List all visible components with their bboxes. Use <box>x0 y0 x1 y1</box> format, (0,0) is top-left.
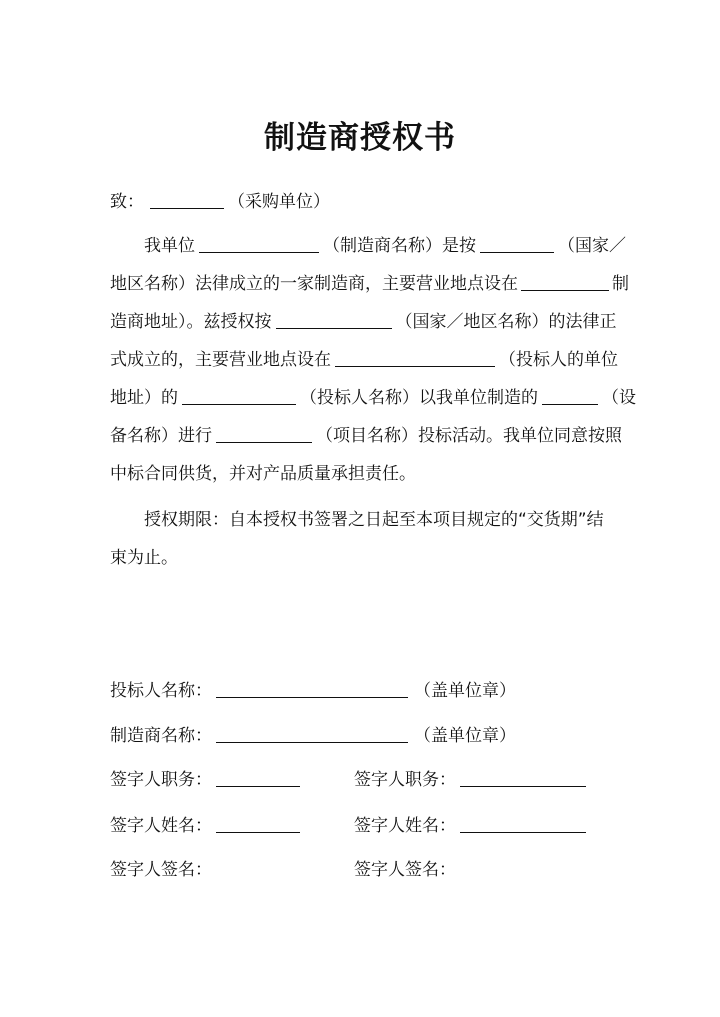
signer-name-label: 签字人姓名： <box>354 816 456 836</box>
signer-position-field-left[interactable] <box>216 768 300 787</box>
signer-name-left <box>110 812 300 840</box>
project-name-blank[interactable] <box>216 424 312 443</box>
bidder-stamp-note: （盖单位章） <box>414 681 516 701</box>
bidder-country-blank[interactable] <box>276 310 392 329</box>
period-line-2 <box>110 539 620 577</box>
to-line <box>110 183 620 221</box>
signer-signature-right <box>354 856 456 884</box>
body-line-7 <box>110 455 620 493</box>
body-text: 式成立的，主要营业地点设在 <box>110 350 331 370</box>
body-text: 地址）的 <box>110 388 178 408</box>
body-line-1 <box>110 227 626 265</box>
body-text: （设 <box>602 388 636 408</box>
signer-signature-left <box>110 856 212 884</box>
body-line-6 <box>110 417 620 455</box>
bidder-name-label: 投标人名称： <box>110 681 212 701</box>
bidder-name-field[interactable] <box>216 679 408 698</box>
manufacturer-stamp-note: （盖单位章） <box>414 726 516 746</box>
country-blank[interactable] <box>480 234 554 253</box>
body-text: （项目名称）投标活动。我单位同意按照 <box>316 426 622 446</box>
signer-position-label: 签字人职务： <box>110 770 212 790</box>
document-title: 制造商授权书 <box>264 120 456 156</box>
period-text: 授权期限：自本授权书签署之日起至本项目规定的“交货期”结 <box>144 510 604 530</box>
body-text: 制 <box>612 274 629 294</box>
to-label: 致： <box>110 192 144 212</box>
bidder-name-blank[interactable] <box>182 386 296 405</box>
body-text: （投标人的单位 <box>499 350 618 370</box>
manufacturer-name-row <box>110 722 516 750</box>
body-text: （投标人名称）以我单位制造的 <box>300 388 538 408</box>
body-text: 造商地址）。兹授权按 <box>110 312 272 332</box>
body-text: 中标合同供货，并对产品质量承担责任。 <box>110 464 416 484</box>
signer-position-field-right[interactable] <box>460 768 586 787</box>
body-line-4 <box>110 341 620 379</box>
manufacturer-address-blank[interactable] <box>521 272 609 291</box>
bidder-name-row <box>110 677 516 705</box>
body-line-2 <box>110 265 629 303</box>
body-line-3 <box>110 303 620 341</box>
body-text: 地区名称）法律成立的一家制造商，主要营业地点设在 <box>110 274 518 294</box>
manufacturer-name-blank[interactable] <box>199 234 319 253</box>
signer-name-right <box>354 812 586 840</box>
bidder-address-blank[interactable] <box>335 348 495 367</box>
period-text: 束为止。 <box>110 548 178 568</box>
manufacturer-name-field[interactable] <box>216 724 408 743</box>
period-line-1 <box>110 501 620 539</box>
signer-name-field-right[interactable] <box>460 814 586 833</box>
body-line-5 <box>110 379 636 417</box>
signer-position-label: 签字人职务： <box>354 770 456 790</box>
to-suffix: （采购单位） <box>228 192 330 212</box>
body-text: 备名称）进行 <box>110 426 212 446</box>
signer-signature-label: 签字人签名： <box>110 860 212 880</box>
purchaser-blank[interactable] <box>150 190 224 209</box>
signer-position-right <box>354 766 586 794</box>
body-text: （国家／ <box>558 236 626 256</box>
body-text: （制造商名称）是按 <box>323 236 476 256</box>
equipment-name-blank[interactable] <box>542 386 598 405</box>
manufacturer-name-label: 制造商名称： <box>110 726 212 746</box>
body-text: （国家／地区名称）的法律正 <box>395 312 617 332</box>
signer-position-left <box>110 766 300 794</box>
body-text: 我单位 <box>144 236 195 256</box>
signer-name-label: 签字人姓名： <box>110 816 212 836</box>
signer-signature-label: 签字人签名： <box>354 860 456 880</box>
signer-name-field-left[interactable] <box>216 814 300 833</box>
